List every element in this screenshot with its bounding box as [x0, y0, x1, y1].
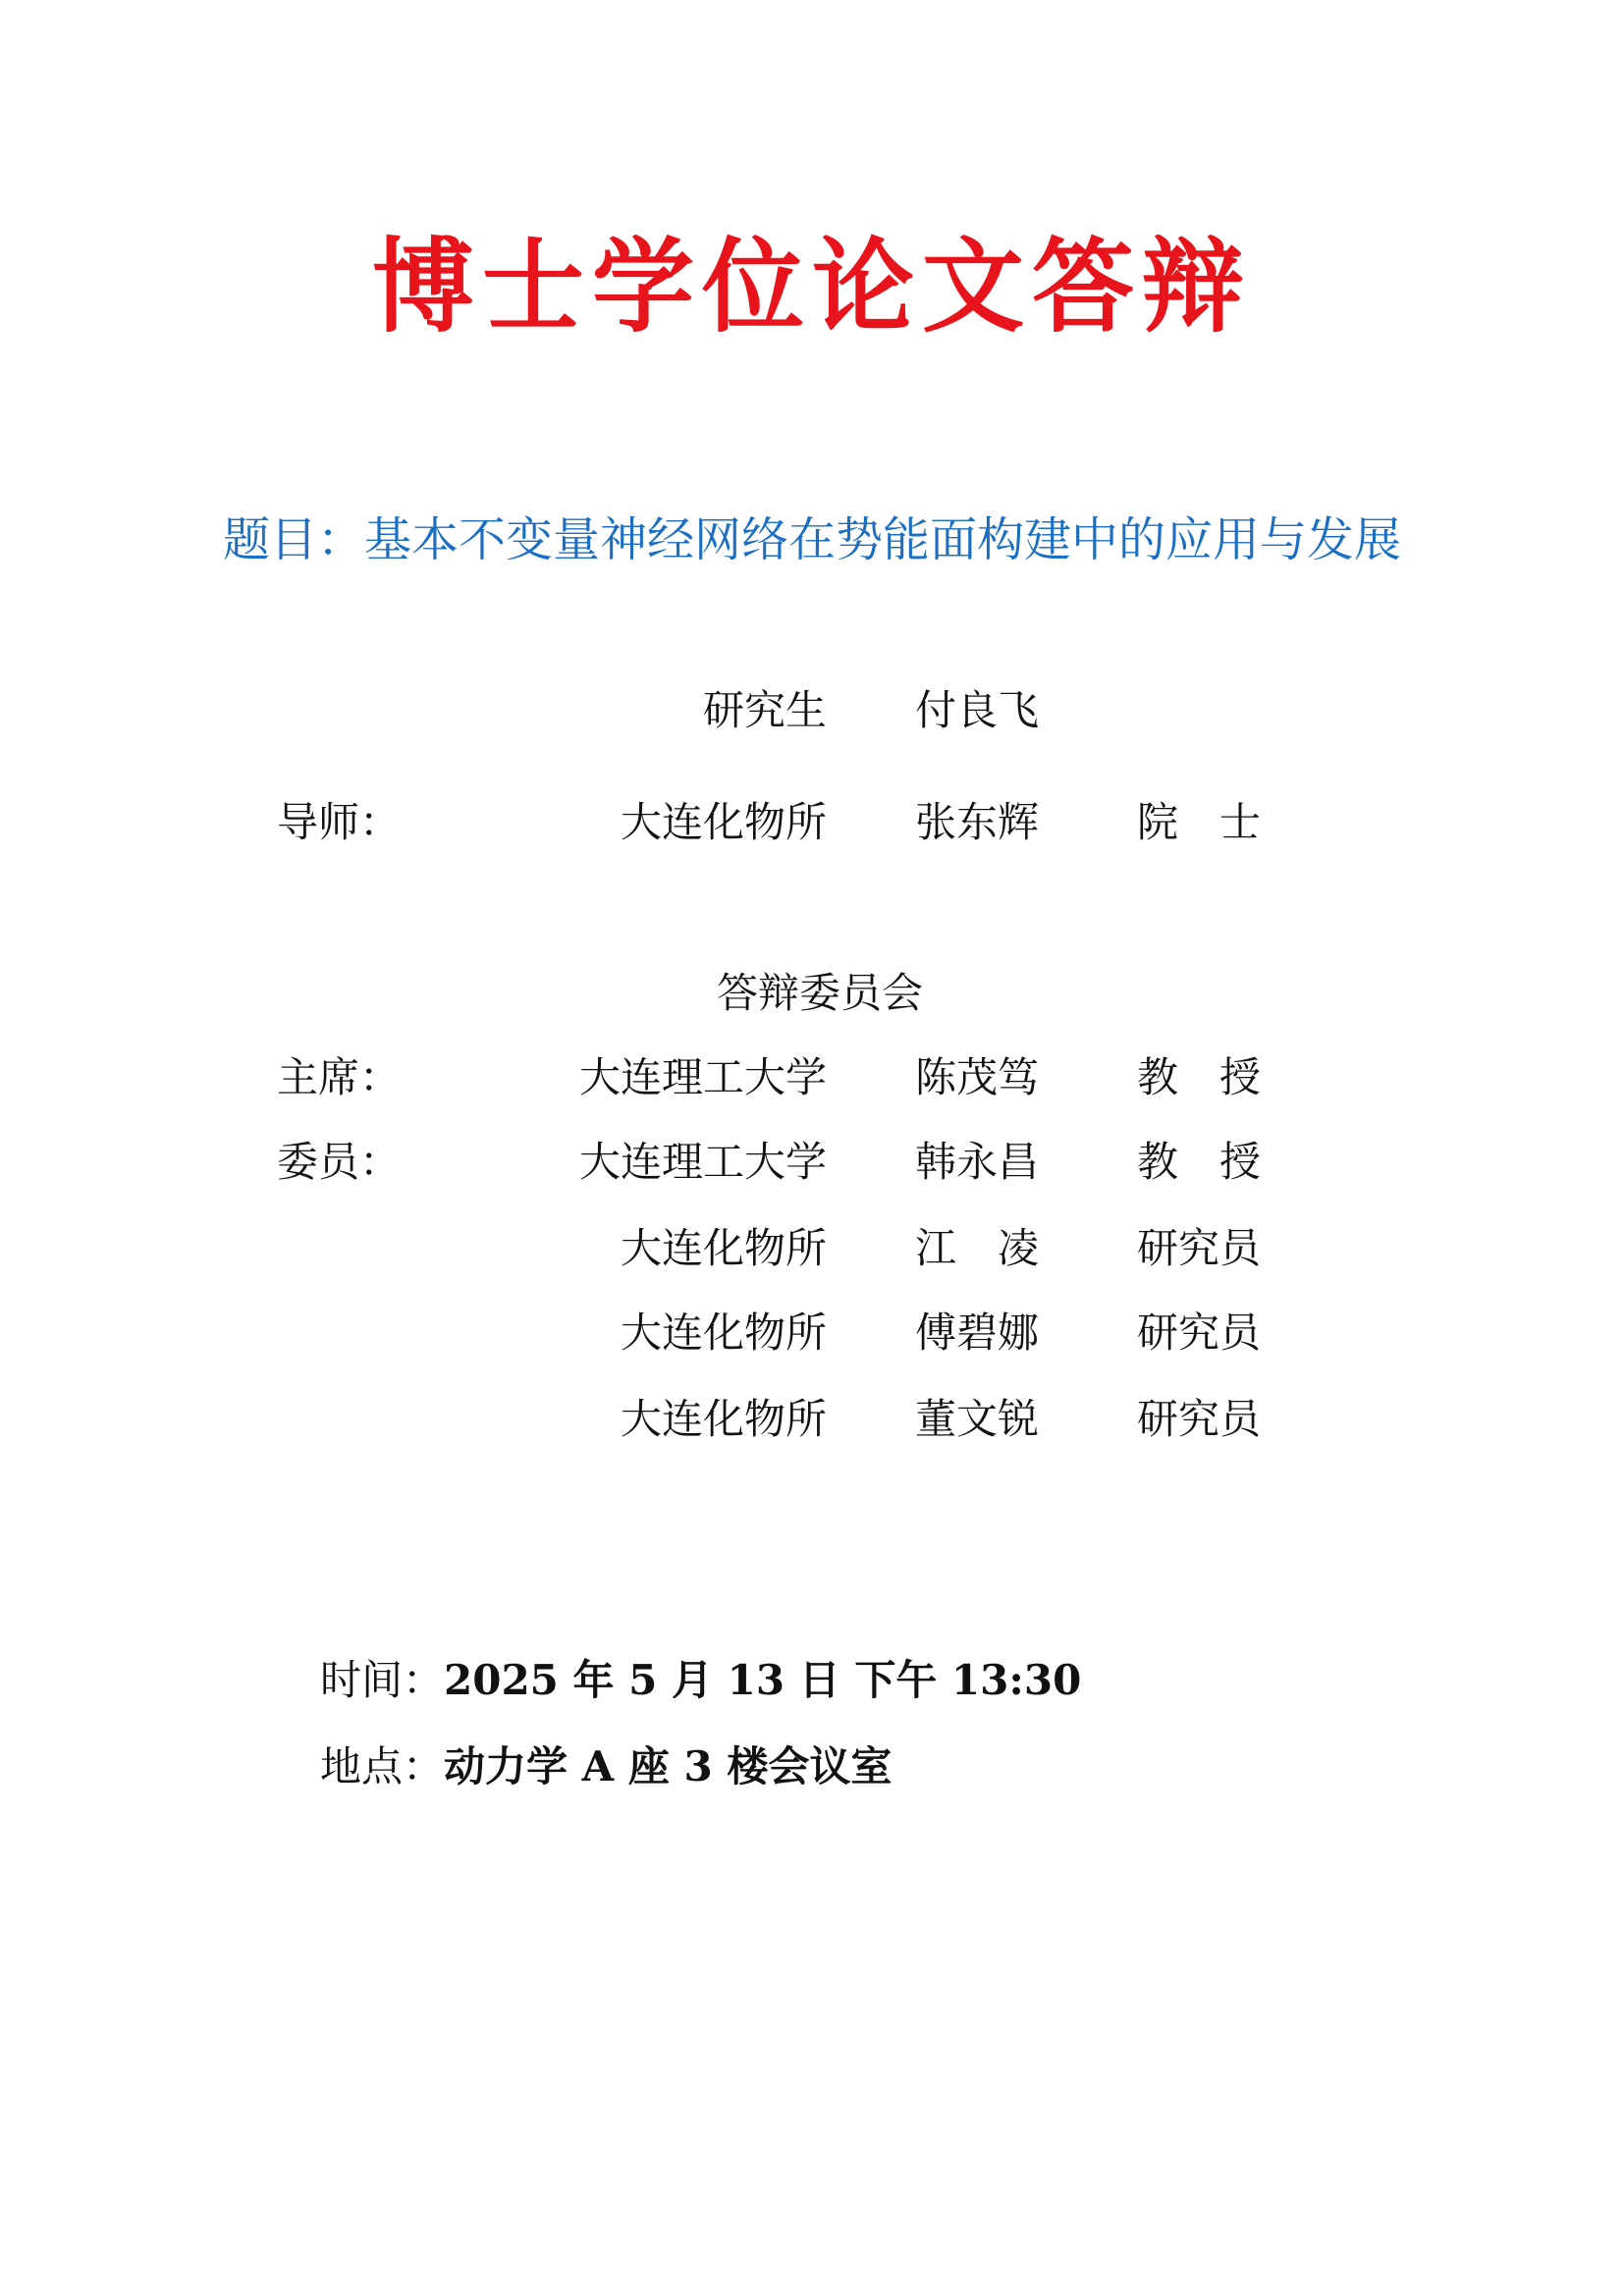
member-name: 韩永昌	[915, 1138, 1040, 1186]
member-label: 委员：	[277, 1138, 402, 1186]
advisor-label: 导师：	[277, 798, 402, 846]
member-institution: 大连化物所	[620, 1395, 827, 1443]
member-name: 陈茂笃	[915, 1053, 1040, 1101]
student-name: 付良飞	[915, 686, 1040, 734]
member-rank: 教 授	[1137, 1138, 1262, 1186]
thesis-title	[0, 508, 1624, 571]
member-rank: 研究员	[1137, 1224, 1262, 1272]
time-label: 时间：	[320, 1656, 445, 1704]
location-label: 地点：	[320, 1742, 445, 1790]
location-value: 动力学 A 座 3 楼会议室	[444, 1742, 893, 1790]
time-value: 2025 年 5 月 13 日 下午 13:30	[444, 1656, 1082, 1704]
member-label: 主席：	[277, 1053, 402, 1101]
advisor-name: 张东辉	[915, 798, 1040, 846]
member-institution: 大连化物所	[620, 1224, 827, 1272]
student-role: 研究生	[702, 686, 827, 734]
thesis-label: 题目：	[222, 512, 364, 567]
member-rank: 研究员	[1137, 1395, 1262, 1443]
defense-time	[320, 1653, 1081, 1708]
member-name: 江 凌	[915, 1224, 1040, 1272]
page-title: 博士学位论文答辩	[371, 227, 1252, 347]
defense-location	[320, 1739, 892, 1794]
advisor-rank: 院 士	[1137, 798, 1262, 846]
thesis-text: 基本不变量神经网络在势能面构建中的应用与发展	[364, 512, 1402, 567]
advisor-institution: 大连化物所	[620, 798, 827, 846]
member-rank: 研究员	[1137, 1308, 1262, 1357]
member-institution: 大连化物所	[620, 1308, 827, 1357]
member-institution: 大连理工大学	[578, 1138, 827, 1186]
member-institution: 大连理工大学	[578, 1053, 827, 1101]
member-name: 傅碧娜	[915, 1308, 1040, 1357]
member-name: 董文锐	[915, 1395, 1040, 1443]
committee-heading: 答辩委员会	[716, 969, 923, 1017]
member-rank: 教 授	[1137, 1053, 1262, 1101]
